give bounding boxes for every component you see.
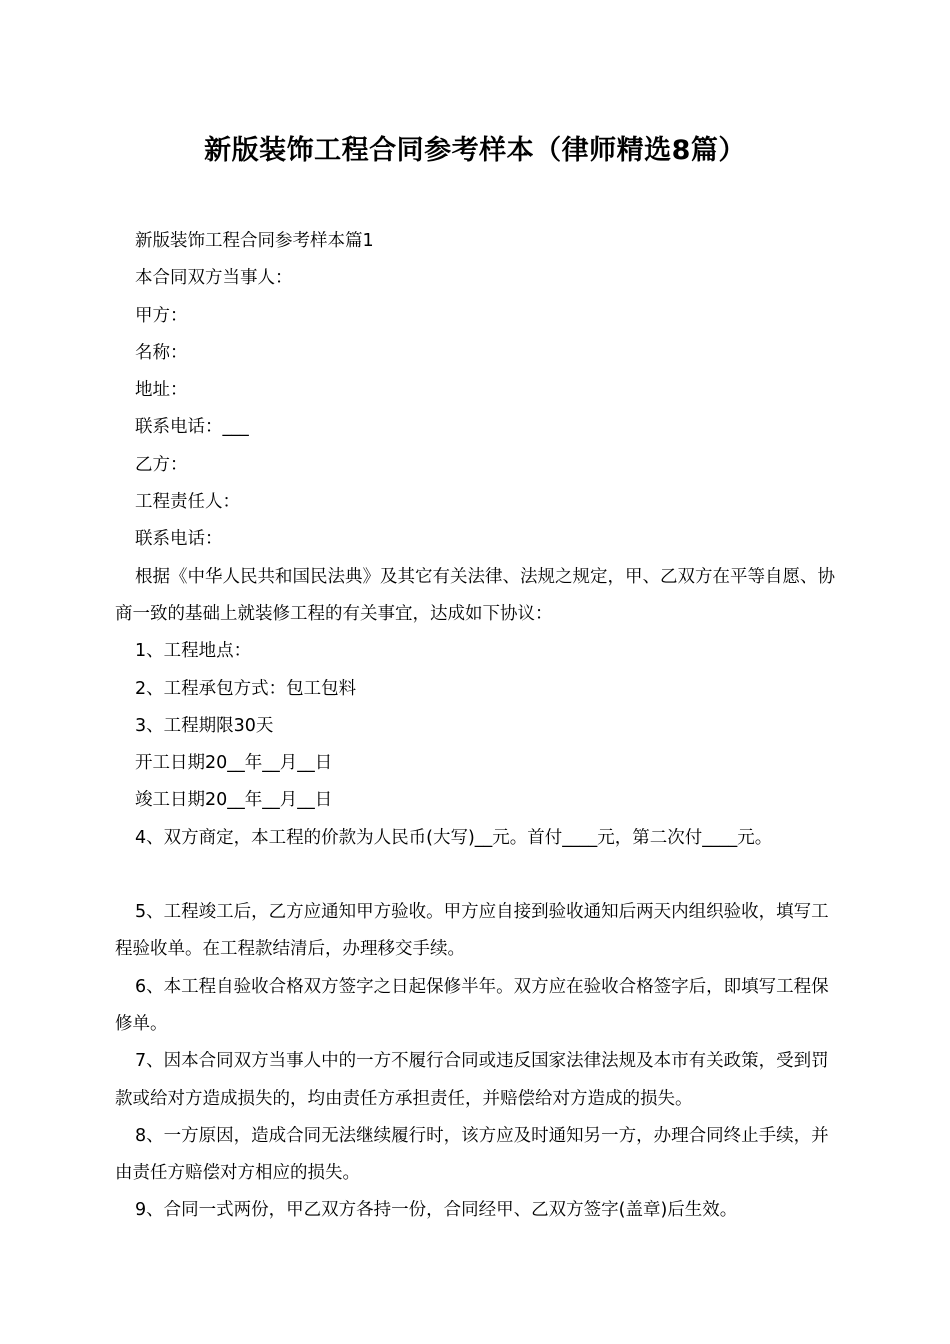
clause-1: 1、工程地点： (135, 641, 252, 662)
start-date: 开工日期20__年__月__日 (135, 753, 333, 774)
clause-8: 8、一方原因，造成合同无法继续履行时，该方应及时通知另一方，办理合同终止手续，并由责任方赔偿对方相应的损失。 (115, 1125, 829, 1184)
section-heading: 新版装饰工程合同参考样本篇1 (135, 231, 374, 251)
document-body (115, 223, 835, 1230)
clause-5: 5、工程竣工后，乙方应通知甲方验收。甲方应自接到验收通知后两天内组织验收，填写工程验收单。在工程款结清后，办理移交手续。 (115, 902, 829, 960)
document-title: 新版装饰工程合同参考样本（律师精选8篇） (204, 135, 746, 166)
phone-label-b: 联系电话： (135, 529, 223, 550)
address-label: 地址： (135, 380, 188, 401)
clause-3: 3、工程期限30天 (135, 715, 274, 736)
party-b-label: 乙方： (135, 454, 188, 475)
clause-6: 6、本工程自验收合格双方签字之日起保修半年。双方应在验收合格签字后，即填写工程保修单。 (115, 976, 829, 1034)
clause-7: 7、因本合同双方当事人中的一方不履行合同或违反国家法律法规及本市有关政策，受到罚款或给对方造成损失的，均由责任方承担责任，并赔偿给对方造成的损失。 (115, 1051, 829, 1109)
name-label: 名称： (135, 342, 188, 363)
phone-label-a: 联系电话：___ (135, 417, 249, 438)
project-manager-label: 工程责任人： (135, 492, 240, 513)
parties-heading: 本合同双方当事人： (135, 268, 293, 289)
completion-date: 竣工日期20__年__月__日 (135, 790, 333, 811)
party-a-label: 甲方： (135, 305, 188, 326)
agreement-preamble: 根据《中华人民共和国民法典》及其它有关法律、法规之规定，甲、乙双方在平等自愿、协商一致的基础上就装修工程的有关事宜，达成如下协议： (115, 566, 835, 624)
clause-4: 4、双方商定，本工程的价款为人民币(大写)__元。首付____元，第二次付____元。 (135, 827, 773, 848)
paragraph-gap (115, 857, 835, 894)
clause-2: 2、工程承包方式：包工包料 (135, 678, 357, 699)
clause-9: 9、合同一式两份，甲乙双方各持一份，合同经甲、乙双方签字(盖章)后生效。 (135, 1200, 738, 1221)
